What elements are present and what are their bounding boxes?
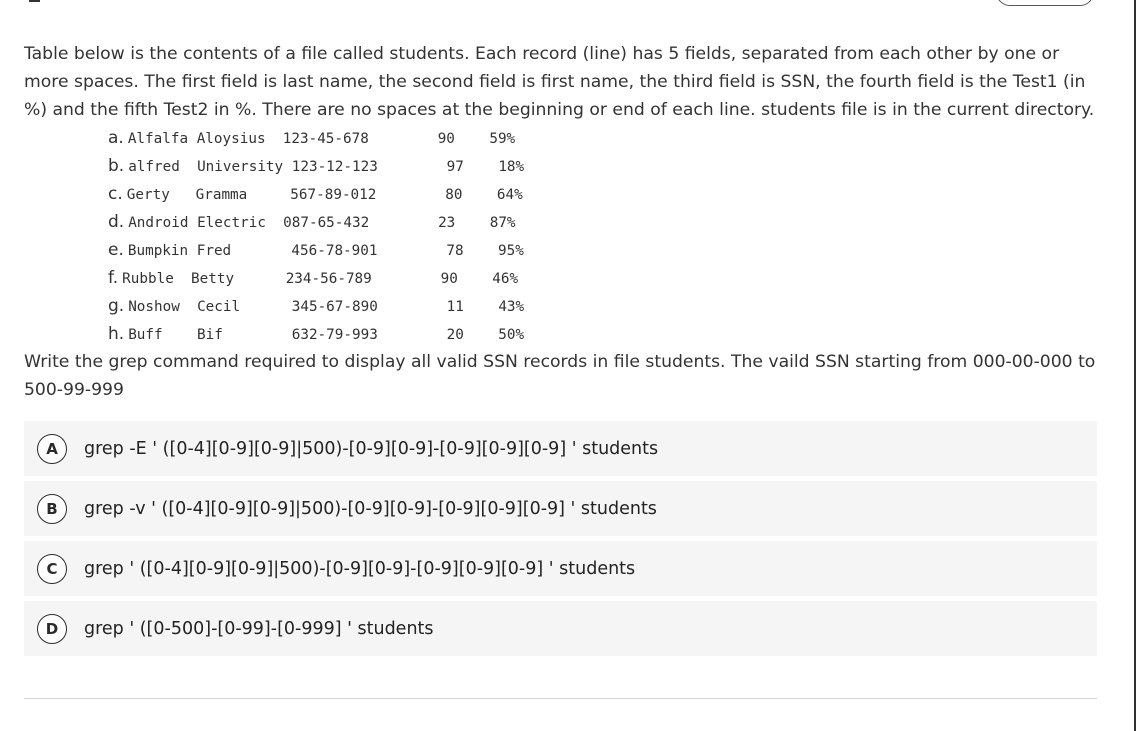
record-item [108, 152, 524, 180]
option-a[interactable] [24, 421, 1097, 476]
record-letter: g. [108, 296, 125, 316]
record-text: Noshow Cecil 345-67-890 11 43% [128, 299, 525, 315]
record-text: Alfalfa Aloysius 123-45-678 90 59% [127, 131, 516, 147]
record-item [108, 320, 524, 348]
scroll-edge[interactable] [1134, 0, 1136, 731]
option-c[interactable] [24, 541, 1097, 596]
record-letter: h. [108, 324, 125, 344]
question-prompt: Write the grep command required to display all valid SSN records in file students. The vaild SSN starting from 000-00-000 to 500-99-999 [24, 352, 1096, 400]
option-b-radio[interactable]: B [37, 494, 67, 524]
record-text: Rubble Betty 234-56-789 90 46% [122, 271, 519, 287]
record-item [108, 292, 524, 320]
option-a-text: grep -E ' ([0-4][0-9][0-9]|500)-[0-9][0-9]-[0-9][0-9][0-9] ' students [84, 438, 659, 459]
top-right-button[interactable] [996, 0, 1094, 6]
record-item [108, 124, 524, 152]
option-a-radio[interactable]: A [37, 434, 67, 464]
record-letter: e. [108, 240, 124, 260]
option-d-radio[interactable]: D [37, 614, 67, 644]
option-d-text: grep ' ([0-500]-[0-99]-[0-999] ' students [84, 618, 434, 639]
record-text: Bumpkin Fred 456-78-901 78 95% [127, 243, 524, 259]
record-item [108, 208, 524, 236]
records-list [108, 124, 524, 348]
option-b[interactable] [24, 481, 1097, 536]
option-c-radio[interactable]: C [37, 554, 67, 584]
record-text: Gerty Gramma 567-89-012 80 64% [126, 187, 523, 203]
record-text: alfred University 123-12-123 97 18% [128, 159, 525, 175]
record-letter: d. [108, 212, 125, 232]
record-letter: f. [108, 268, 119, 288]
record-text: Buff Bif 632-79-993 20 50% [128, 327, 525, 343]
option-c-text: grep ' ([0-4][0-9][0-9]|500)-[0-9][0-9]-[0-9][0-9][0-9] ' students [84, 558, 636, 579]
record-item [108, 264, 524, 292]
record-item [108, 236, 524, 264]
option-b-text: grep -v ' ([0-4][0-9][0-9]|500)-[0-9][0-9]-[0-9][0-9][0-9] ' students [84, 498, 657, 519]
top-edge-mark [29, 0, 40, 2]
option-d[interactable] [24, 601, 1097, 656]
record-letter: a. [108, 128, 124, 148]
record-letter: b. [108, 156, 125, 176]
section-divider [24, 698, 1097, 699]
record-letter: c. [108, 184, 123, 204]
record-text: Android Electric 087-65-432 23 87% [128, 215, 516, 231]
record-item [108, 180, 524, 208]
question-intro: Table below is the contents of a file called students. Each record (line) has 5 fields, separated from each other by one or more spaces. The first field is last name, the second field is first name, the third field is SSN, the fourth field is the Test1 (in %) and the fifth Test2 in %. There are no spaces at the beginning or end of each line. students file is in the current directory. [24, 44, 1095, 120]
